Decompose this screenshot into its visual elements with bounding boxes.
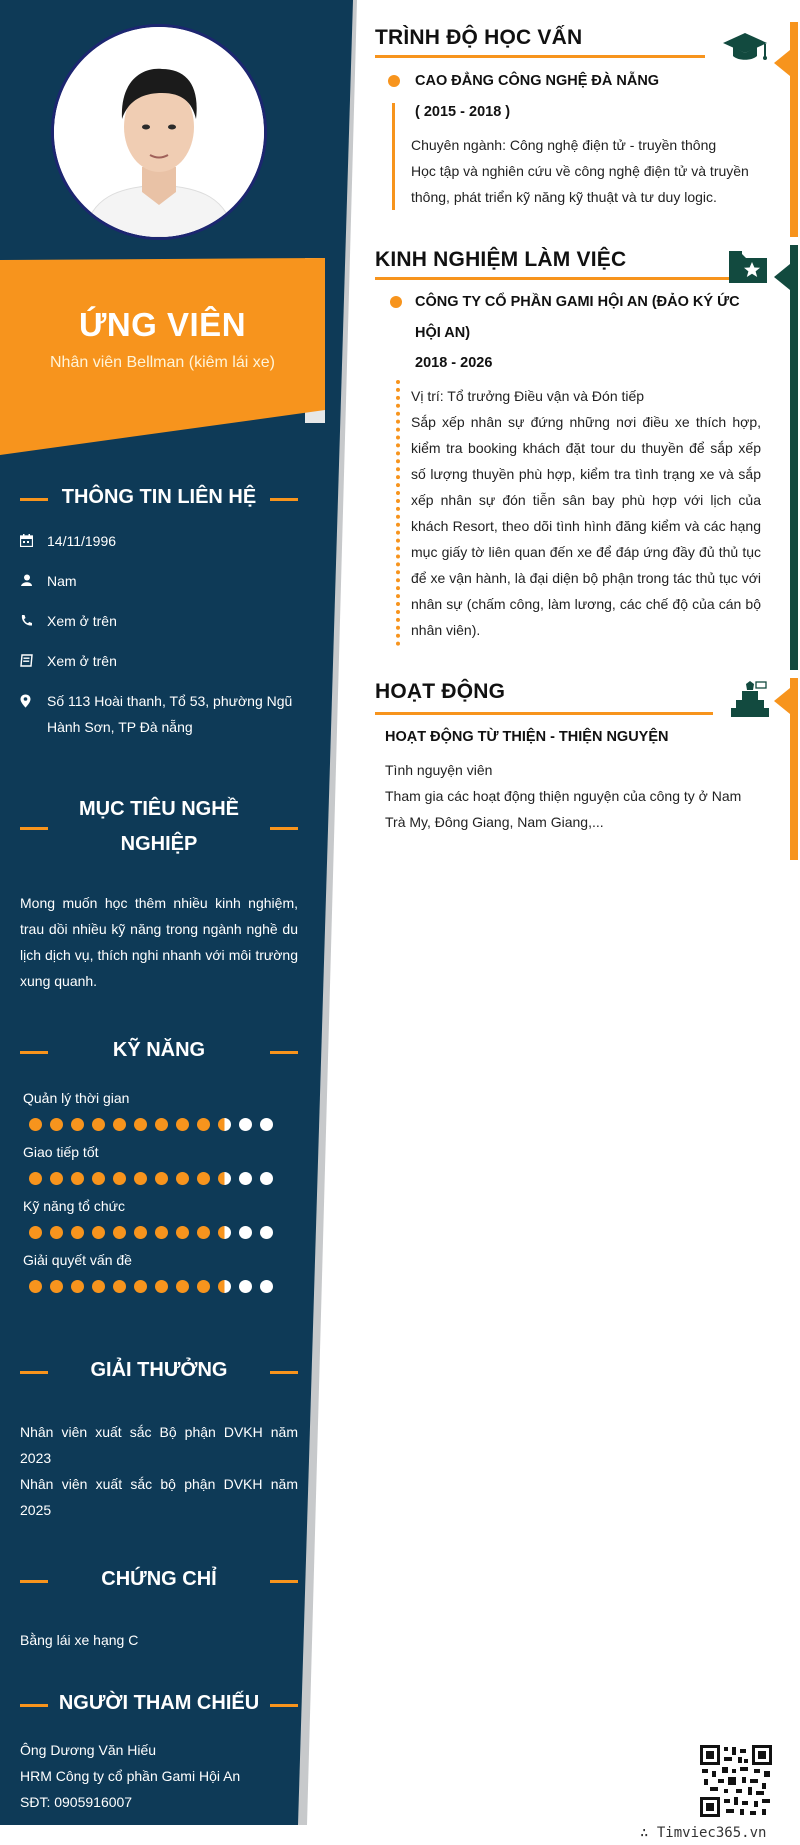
contact-item-phone [20,608,300,634]
skill-dot [29,1280,42,1293]
activities-side-notch [774,688,790,714]
skill-dot [92,1172,105,1185]
activity-name: HOẠT ĐỘNG TỪ THIỆN - THIỆN NGUYỆN [385,729,669,745]
contact-title: THÔNG TIN LIÊN HỆ [61,486,257,508]
awards-title: GIẢI THƯỞNG [90,1359,228,1381]
skill-dot [260,1118,273,1131]
experience-period: 2018 - 2026 [415,355,493,371]
skill-dot [197,1280,210,1293]
skill-name: Quản lý thời gian [23,1090,130,1106]
activities-underline [375,712,713,715]
skill-dot [176,1172,189,1185]
education-timeline [392,103,395,210]
school-name: CAO ĐẲNG CÔNG NGHỆ ĐÀ NẴNG [415,73,660,89]
activity-role: Tình nguyện viên [385,762,493,778]
skill-dot [71,1118,84,1131]
education-major: Chuyên ngành: Công nghệ điện tử - truyền thông [411,137,717,153]
skill-dot [92,1226,105,1239]
skill-dot [113,1172,126,1185]
contact-item-gender [20,568,300,594]
skill-dot [176,1226,189,1239]
contact-text: 14/11/1996 [47,533,117,549]
calendar-icon [20,528,47,554]
company-name: CÔNG TY CỔ PHẦN GAMI HỘI AN (ĐẢO KÝ ỨC HỘI AN) [415,294,740,341]
skill-dot [218,1226,231,1239]
skill-rating [29,1118,281,1131]
skill-dot [155,1226,168,1239]
podium-icon [730,680,770,718]
skill-dot [260,1226,273,1239]
references-title: NGƯỜI THAM CHIẾU [58,1692,260,1714]
activities-title: HOẠT ĐỘNG [375,680,506,703]
skill-dot [176,1118,189,1131]
contact-item-address [20,688,300,740]
skill-dot [113,1280,126,1293]
skill-dot [134,1118,147,1131]
certificate-item: Bằng lái xe hạng C [20,1632,139,1648]
skill-dot [239,1280,252,1293]
qr-code-icon [700,1745,772,1817]
skill-dot [134,1226,147,1239]
experience-side-notch [774,264,790,290]
skill-dot [155,1280,168,1293]
skill-dot [71,1172,84,1185]
skill-dot [50,1226,63,1239]
experience-bullet [390,296,402,308]
references-heading [20,1686,298,1721]
person-photo-icon [54,27,264,237]
skill-dot [29,1172,42,1185]
objective-heading [20,792,298,862]
skill-rating [29,1226,281,1239]
skill-dot [218,1280,231,1293]
skill-dot [29,1118,42,1131]
avatar [51,24,267,240]
skill-dot [71,1280,84,1293]
skill-dot [239,1226,252,1239]
location-icon [20,688,47,740]
skill-name: Giải quyết vấn đề [23,1252,132,1268]
contact-item-email [20,648,300,674]
education-title: TRÌNH ĐỘ HỌC VẤN [375,26,583,49]
skill-dot [50,1118,63,1131]
skill-dot [113,1226,126,1239]
candidate-name: ỨNG VIÊN [78,306,247,343]
contact-item-birthday [20,528,300,554]
brand-logo-icon: ∴ [640,1825,657,1841]
experience-underline [375,277,730,280]
experience-side-bar [790,245,798,670]
education-period: ( 2015 - 2018 ) [415,104,511,120]
education-side-bar [790,22,798,237]
experience-position: Vị trí: Tổ trưởng Điều vận và Đón tiếp [411,388,645,404]
skill-dot [92,1280,105,1293]
certificates-heading [20,1562,298,1597]
contact-text: Nam [47,573,77,589]
experience-description: Sắp xếp nhân sự đứng những nơi điều xe thích hợp, kiểm tra booking khách đặt tour du thuyền để sắp xếp số lượng thuyền phù hợp, kiểm tra tình trạng xe và sắp xếp nhân sự đón tiễn sân bay phù hợp với lịch của khách Resort, theo dõi tình hình đăng kiểm và các hạng mục giấy tờ liên quan đến xe để đáp ứng đầy đủ thủ tục để xe vận hành, là đại diện bộ phận trong tác thủ tục với nhân sự (chấm công, làm lương, các chế độ của cán bộ nhân viên). [411,414,761,638]
skill-dot [155,1118,168,1131]
skill-dot [50,1172,63,1185]
skill-dot [176,1280,189,1293]
job-title: Nhân viên Bellman (kiêm lái xe) [50,354,275,371]
skill-dot [113,1118,126,1131]
skill-dot [50,1280,63,1293]
skill-dot [239,1118,252,1131]
experience-title: KINH NGHIỆM LÀM VIỆC [375,248,627,271]
objective-text: Mong muốn học thêm nhiều kinh nghiệm, trau dồi nhiều kỹ năng trong ngành nghề du lịch dịch vụ, thích nghi nhanh với môi trường xung quanh. [20,895,298,989]
brand-footer [640,1825,766,1841]
contact-text: Xem ở trên [47,613,117,629]
skill-dot [71,1226,84,1239]
reference-name: Ông Dương Văn Hiếu [20,1742,157,1758]
brand-name: Timviec365.vn [656,1825,767,1841]
award-item: Nhân viên xuất sắc bộ phận DVKH năm 2025 [20,1476,298,1518]
skill-dot [197,1172,210,1185]
skill-dot [239,1172,252,1185]
skill-dot [29,1226,42,1239]
activities-side-bar [790,678,798,860]
skill-dot [260,1172,273,1185]
skill-name: Kỹ năng tổ chức [23,1198,125,1214]
sidebar [0,0,370,1825]
reference-phone: SĐT: 0905916007 [20,1794,133,1810]
phone-icon [20,608,47,634]
skill-name: Giao tiếp tốt [23,1144,99,1160]
skill-dot [155,1172,168,1185]
skills-heading [20,1033,298,1068]
education-underline [375,55,705,58]
certificates-title: CHỨNG CHỈ [101,1568,217,1590]
objective-title: MỤC TIÊU NGHỀ NGHIỆP [79,798,239,855]
contact-heading [20,480,298,515]
contact-text: Xem ở trên [47,653,117,669]
skill-dot [92,1118,105,1131]
graduation-cap-icon [722,31,768,63]
skill-dot [197,1226,210,1239]
skill-dot [260,1280,273,1293]
skill-rating [29,1172,281,1185]
person-icon [20,568,47,594]
skill-dot [134,1172,147,1185]
contact-text: Số 113 Hoài thanh, Tổ 53, phường Ngũ Hành Sơn, TP Đà nẵng [47,693,293,735]
skill-rating [29,1280,281,1293]
award-item: Nhân viên xuất sắc Bộ phận DVKH năm 2023 [20,1424,298,1466]
skills-title: KỸ NĂNG [112,1039,206,1061]
skill-dot [218,1172,231,1185]
folder-star-icon [728,250,768,284]
education-side-notch [774,50,790,76]
email-icon [20,648,47,674]
skill-dot [134,1280,147,1293]
education-description: Học tập và nghiên cứu về công nghệ điện tử và truyền thông, phát triển kỹ năng kỹ thuật và tư duy logic. [411,163,749,205]
experience-timeline [396,380,400,646]
skill-dot [218,1118,231,1131]
activity-description: Tham gia các hoạt động thiện nguyện của công ty ở Nam Trà My, Đông Giang, Nam Giang,... [385,788,742,830]
awards-heading [20,1353,298,1388]
education-bullet [388,75,400,87]
reference-company: HRM Công ty cổ phần Gami Hội An [20,1768,241,1784]
skill-dot [197,1118,210,1131]
